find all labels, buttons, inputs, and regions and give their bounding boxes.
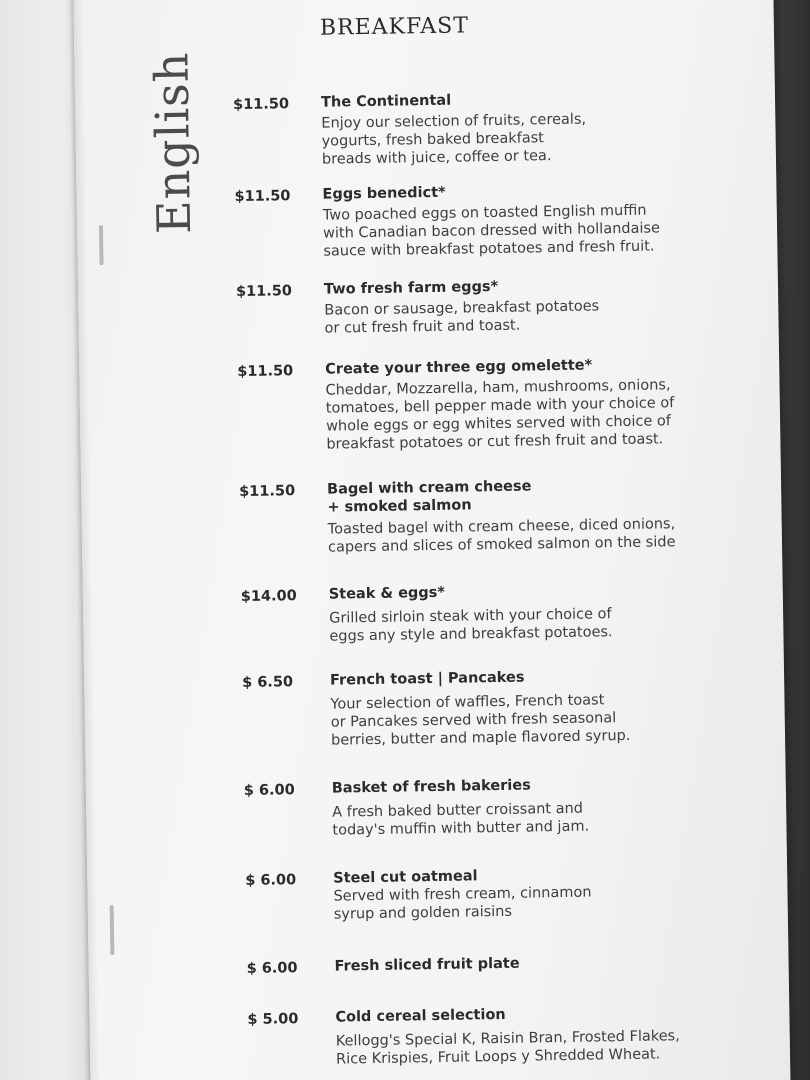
item-price: $11.50: [232, 96, 290, 114]
item-description: Grilled sirloin steak with your choice of eggs any style and breakfast potatoes.: [329, 606, 613, 645]
item-price: $11.50: [239, 483, 296, 501]
language-label: English: [144, 51, 202, 235]
binding-staple: [110, 905, 115, 955]
menu-item: [78, 270, 778, 337]
item-name: Create your three egg omelette*: [325, 357, 593, 378]
menu-item: [88, 946, 788, 977]
item-description: Your selection of waffles, French toast or Pancakes served with fresh seasonal berries, butter and maple flavored syrup.: [330, 692, 631, 749]
menu-page: [73, 0, 790, 1080]
menu-item: [86, 768, 786, 839]
menu-item: [87, 858, 787, 923]
item-price: $ 6.00: [243, 782, 295, 799]
item-name: Two fresh farm eggs*: [323, 278, 499, 298]
item-name: Bagel with cream cheese + smoked salmon: [326, 478, 532, 516]
item-description: Two poached eggs on toasted English muffin with Canadian bacon dressed with hollandaise sauce with breakfast potatoes and fresh fruit.: [322, 202, 661, 260]
item-price: $ 6.00: [245, 872, 297, 889]
item-description: Served with fresh cream, cinnamon syrup and golden raisins: [333, 884, 592, 923]
item-price: $ 5.00: [247, 1011, 299, 1028]
item-description: Enjoy our selection of fruits, cereals, yogurts, fresh baked breakfast breads with juice, coffee or tea.: [321, 111, 587, 168]
item-price: $ 6.00: [246, 960, 298, 977]
menu-item: [83, 574, 783, 645]
item-name: Basket of fresh bakeries: [331, 777, 531, 797]
menu-item: [84, 660, 784, 749]
item-description: Toasted bagel with cream cheese, diced onions, capers and slices of smoked salmon on the side: [327, 516, 676, 556]
item-name: Steel cut oatmeal: [333, 868, 478, 887]
item-description: Bacon or sausage, breakfast potatoes or cut fresh fruit and toast.: [324, 298, 600, 337]
item-name: Cold cereal selection: [335, 1006, 506, 1026]
item-name: Fresh sliced fruit plate: [334, 955, 520, 975]
binding-staple: [99, 225, 104, 265]
item-name: Eggs benedict*: [322, 184, 446, 203]
menu-item: [81, 470, 781, 556]
item-price: $ 6.50: [242, 674, 294, 691]
item-price: $11.50: [237, 363, 294, 381]
item-price: $11.50: [235, 283, 293, 301]
menu-item: [79, 350, 779, 453]
item-description: A fresh baked butter croissant and today's muffin with butter and jam.: [332, 800, 590, 839]
item-name: French toast | Pancakes: [329, 669, 525, 689]
menu-item: [89, 997, 789, 1068]
item-price: $14.00: [240, 588, 297, 606]
item-description: Kellogg's Special K, Raisin Bran, Frosted Flakes, Rice Krispies, Fruit Loops y Shredded Wheat.: [335, 1028, 680, 1068]
item-price: $11.50: [234, 188, 291, 206]
item-name: Steak & eggs*: [328, 584, 446, 603]
item-name: The Continental: [320, 92, 452, 111]
section-title: BREAKFAST: [319, 13, 470, 41]
item-description: Cheddar, Mozzarella, ham, mushrooms, onions, tomatoes, bell pepper made with your choice of whole eggs or egg whites served with choice of breakfast potatoes or cut fresh fruit and toast.: [325, 377, 675, 453]
